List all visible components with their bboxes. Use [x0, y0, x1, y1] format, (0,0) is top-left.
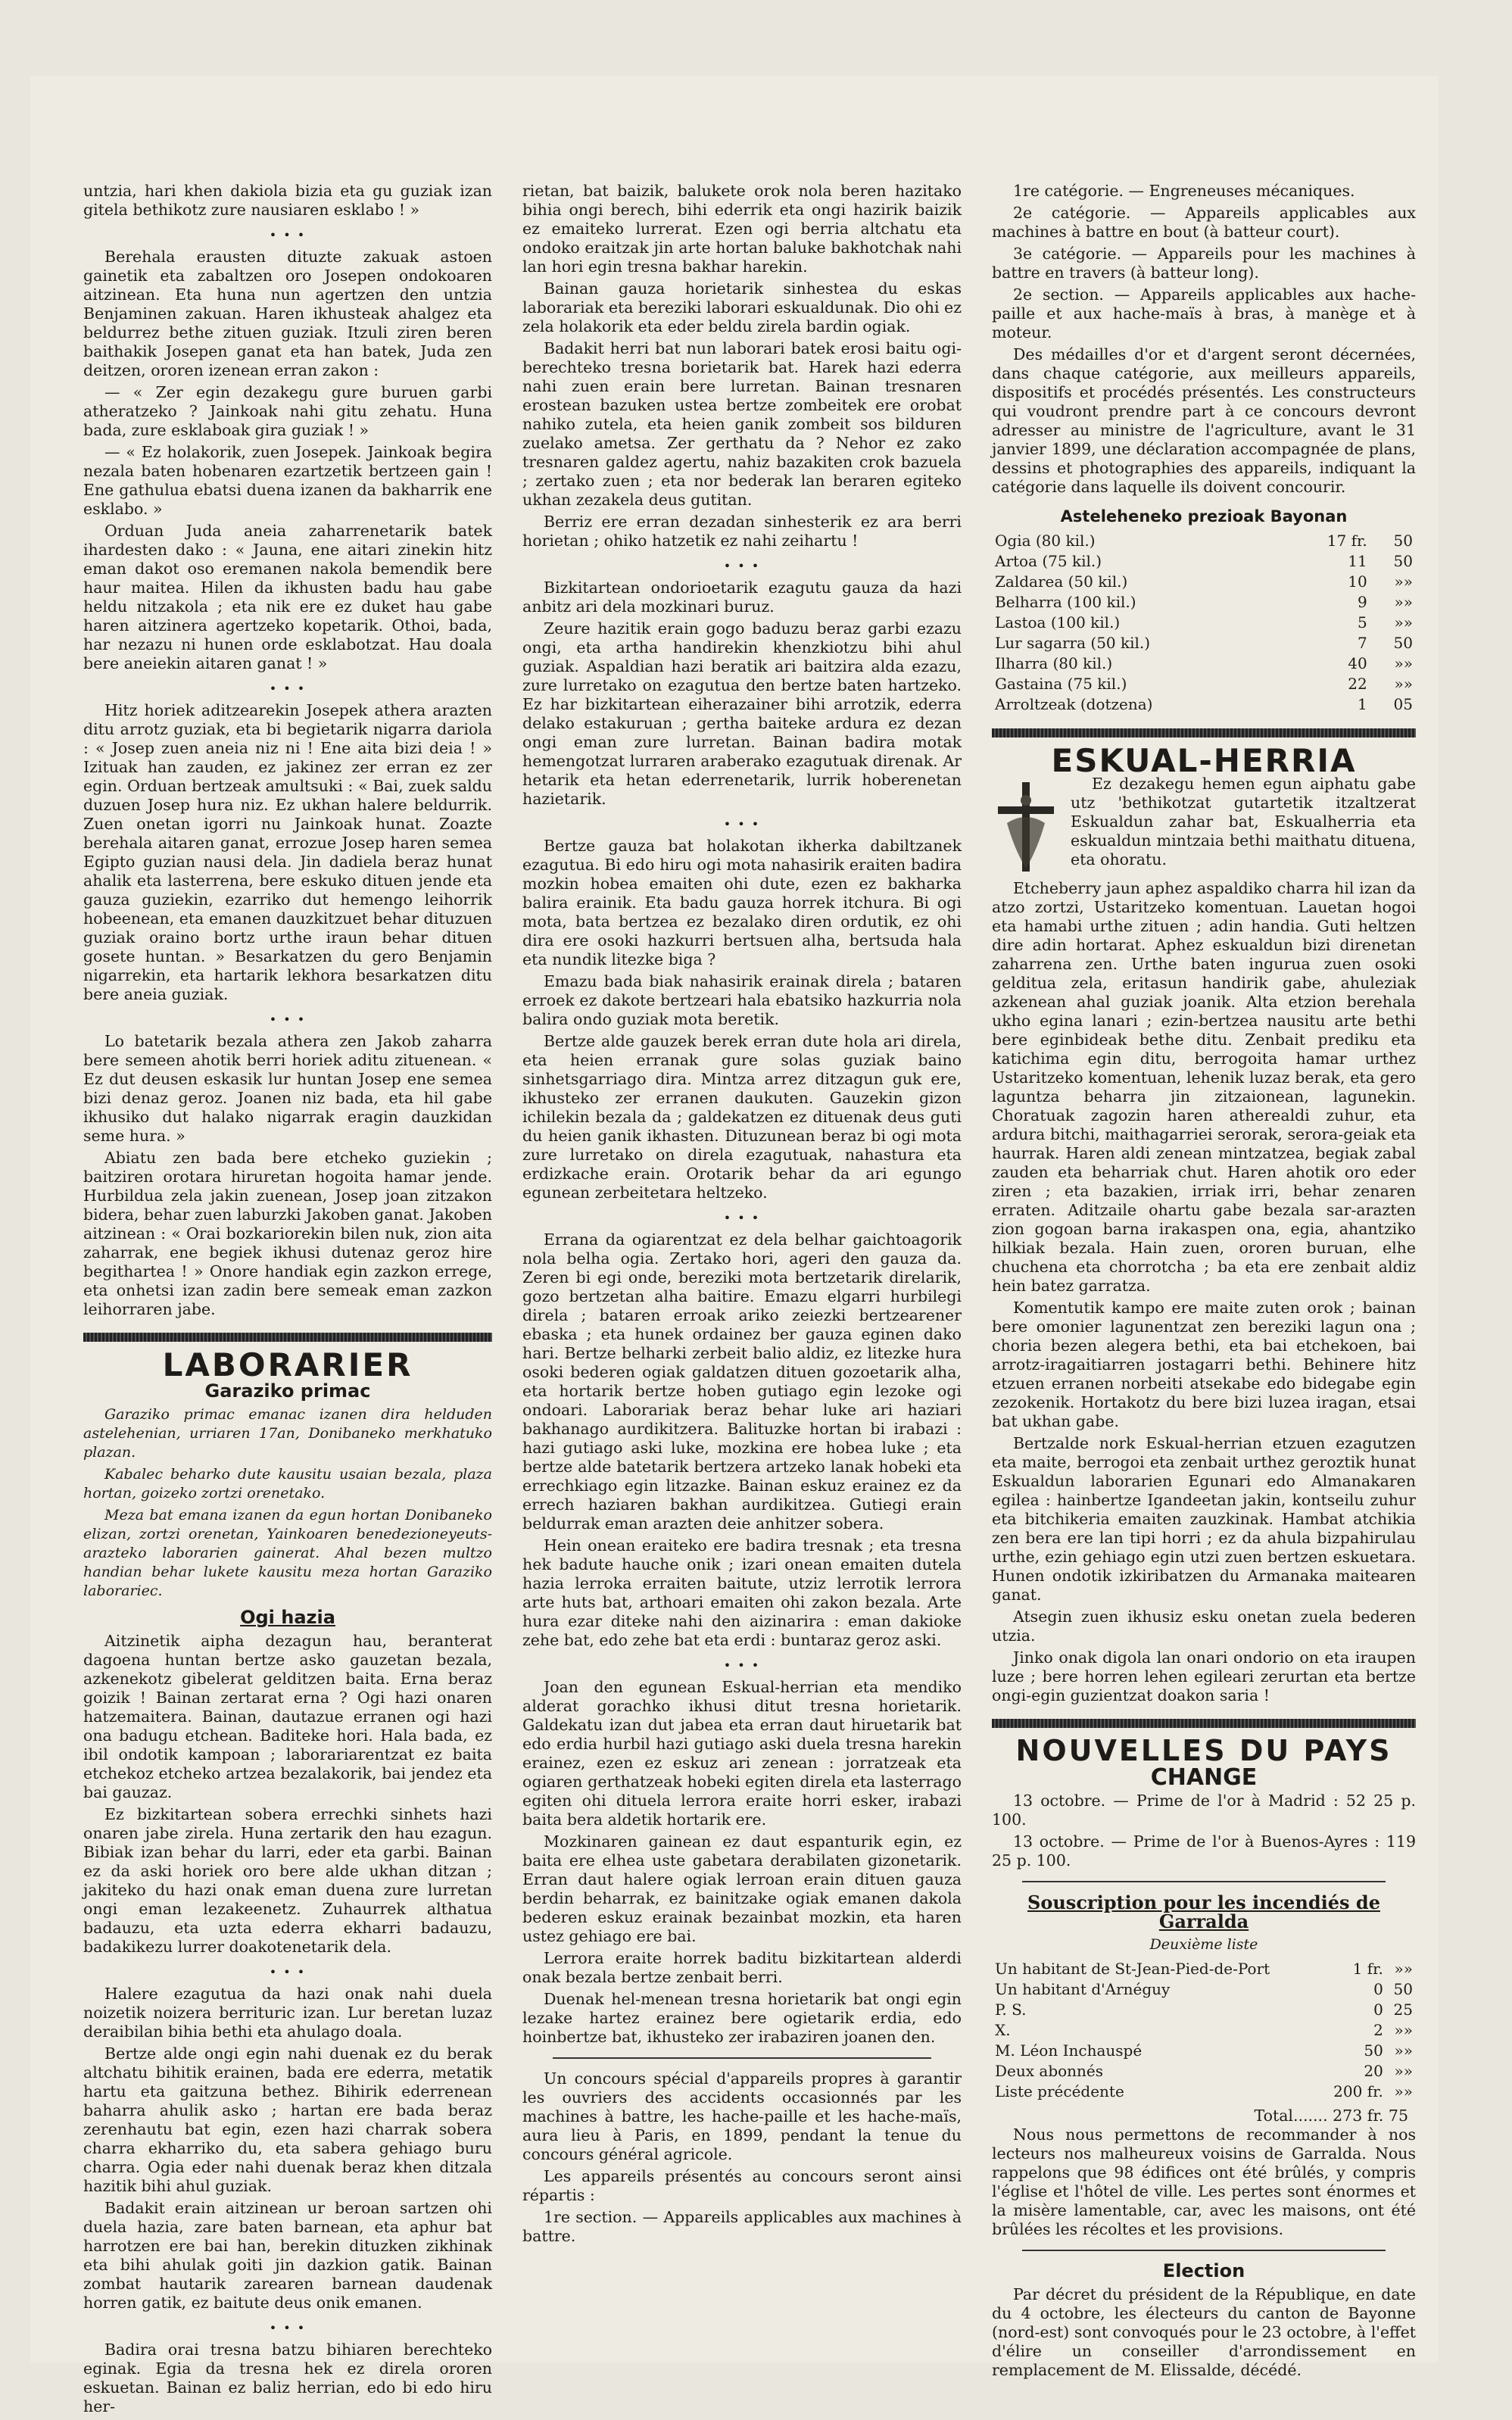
section-rule	[992, 728, 1416, 738]
table-cell: Belharra (100 kil.)	[995, 593, 1136, 611]
paragraph: Un concours spécial d'appareils propres à garantir les ouvriers des accidents occasionnés par les machines à battre, les hache-paille et les hache-maïs, aura lieu à Paris, en 1899, pendant la tenue du concours général agricole.	[522, 2069, 962, 2163]
paragraph: Bertze alde gauzek berek erran dute hola ari direla, eta heien erranak gure solas guziak baino sinhetsgarriago dira. Mintza arrez ditzagun guk ere, ikhusteko zer erranen daukuten. Gauzekin gizon ichilekin bezala da ; galdekatzen ez dituenak deus guti du heien ganik ikhasten. Dituzunean beraz bi ogi mota zure lurretako on direla ezagutuak, nahastura eta erdizkache erain. Orotarik behar da ari egungo egunean zerbeitetara heltzeko.	[522, 1032, 962, 1202]
table-cell: Un habitant d'Arnéguy	[995, 1980, 1171, 1998]
table-cell: 22	[1348, 675, 1367, 693]
section-title-nouvelles: NOUVELLES DU PAYS	[1015, 1734, 1392, 1767]
paragraph: Errana da ogiarentzat ez dela belhar gaichtoagorik nola belha ogia. Zertako hori, ageri den gauza da. Zeren bi egi onde, bereziki mota bertzetarik direlarik, gozo bertzetan alha baitire. Emazu elgarri hurbilegi direla ; bataren erroak ariko zeiezki bertzearener ebaska ; eta hunek ordainez ber gauza eginen dako hari. Bertze belharki zerbeit balio aldiz, ez litezke hura osoki bederen ogiak galdatzen dituen gozoetarik alha, eta hortarik bertze hoben gutiago egin lezoke ogi ondoari. Laborariak beraz behar luke ari haziari bakhanago aurdikitzera. Balituzke hortan bi irabazi : hazi gutiago aski luke, mozkina ere hobea luke ; eta bertze alde batetarik bertzera artzeko lanak hobeki eta errechkiago egin litzazke. Bainan eskuz erainez ez da errech haziaren bakhan aurdikitzea. Gutiegi erain beldurrak eman arazten deie anhitzer sobera.	[522, 1230, 962, 1533]
table-cell: Lur sagarra (50 kil.)	[995, 634, 1151, 652]
paragraph: Aitzinetik aipha dezagun hau, beranterat dagoena huntan bertze asko gauzetan bezala, azkenekotz gibelerat gelditzen baita. Erna beraz goizik ! Bainan zertarat erna ? Ogi hazi onaren hatzemaitera. Bainan, dautazue erranen ogi hazi ona badugu etchean. Baditeke hori. Hala bada, ez ibil ondotik kampoan ; laborariarentzat ez baita etchekoz etcheko artzea bezalakorik, bai jendez eta bai gauzaz.	[83, 1632, 492, 1801]
paragraph: Bainan gauza horietarik sinhestea du eskas laborariak eta bereziki laborari eskualdunak. Dio ohi ez zela holakorik eta eder beldu zirela bardin ogiak.	[522, 279, 962, 335]
table-cell: »»	[1394, 675, 1413, 693]
table-cell: X.	[995, 2021, 1011, 2039]
table-cell: 9	[1357, 593, 1367, 611]
table-cell: 11	[1348, 552, 1367, 570]
table-cell: 50	[1393, 1980, 1413, 1998]
table-cell: Gastaina (75 kil.)	[995, 675, 1127, 693]
paragraph: Emazu bada biak nahasirik erainak direla ; bataren erroek ez dakote bertzeari hala ebatsiko hazkurria nola balira ondo guziak mota beretik.	[522, 972, 962, 1028]
table-cell: »»	[1394, 2041, 1413, 2060]
paragraph: Des médailles d'or et d'argent seront décernées, dans chaque catégorie, aux meilleurs appareils, dispositifs et procédés présentés. Les constructeurs qui voudront prendre part à ce concours devront adresser au ministre de l'agriculture, avant le 31 janvier 1899, une déclaration accompagnée de plans, dessins et photographies des appareils, indiquant la catégorie dans laquelle ils doivent concourir.	[992, 345, 1416, 496]
table-row	[992, 2061, 1416, 2082]
table-cell: 25	[1393, 2001, 1413, 2019]
paragraph: Hein onean eraiteko ere badira tresnak ; eta tresna hek badute hauche onik ; izari onean emaiten dutela hazia lerroka erraiten baitute, utziz lerrotik lerrora arte huts bat, arthoari emaiten ohi zakon bezala. Arte hura ezar diteke nahi den aizinarira : eman dakioke zehe bat, edo zehe bat eta erdi : buntaraz geroz aski.	[522, 1536, 962, 1649]
table-cell: 0	[1373, 1980, 1383, 1998]
separator-stars: • • •	[269, 1012, 307, 1027]
table-row	[992, 1979, 1416, 2000]
paragraph: 13 octobre. — Prime de l'or à Buenos-Ayres : 119 25 p. 100.	[992, 1832, 1416, 1870]
table-cell: »»	[1394, 2082, 1413, 2100]
paragraph: Bertzalde nork Eskual-herrian etzuen ezagutzen eta maite, berrogoi eta zenbait urthez geroztik hunat Eskualdun laborarien Egunari edo Almanakaren egilea : hainbertze Igandeetan jakin, kontseilu zuhur eta bitchikeria emaiten zauzkinak. Hambat atchikia zen bera ere lan tipi horri ; ez da ahula bizpahirulau urthe, ezin gehiago egin utzi zuen bertzen eskuetara. Hunen ondotik izkiribatzen du Armanaka maitearen ganat.	[992, 1434, 1416, 1604]
paragraph: Kabalec beharko dute kausitu usaian bezala, plaza hortan, goizeko zortzi orenetako.	[83, 1466, 492, 1502]
table-cell: »»	[1394, 593, 1413, 611]
section-rule	[992, 1719, 1416, 1728]
separator-stars: • • •	[269, 1965, 307, 1979]
table-cell: »»	[1394, 654, 1413, 672]
paragraph: Jinko onak digola lan onari ondorio on eta iraupen luze ; bere horren lehen egileari zerurtan eta bertze ongi-egin guzientzat doakon saria !	[992, 1648, 1416, 1704]
table-cell: »»	[1394, 2021, 1413, 2039]
paragraph: Bertze gauza bat holakotan ikherka dabiltzanek ezagutua. Bi edo hiru ogi mota nahasirik eraiten badira mozkin hobea emaiten ohi dute, ezen ez bakharka balira erainik. Eta badu gauza horrek itchura. Bi ogi mota, bata bertzea ez bezalako diren ordutik, ez ohi dira ere osoki hazkurri bertsuen alha, bertsuda hala eta nundik litezke biga ?	[522, 837, 962, 968]
separator-stars: • • •	[269, 681, 307, 696]
table-row	[992, 2041, 1416, 2061]
paragraph: Ez bizkitartean sobera errechki sinhets hazi onaren jabe zirela. Huna zertarik den hau ezagun. Bibiak izan behar du larri, eder eta garbi. Bainan ez da aski horiek oro bere alde ukhan ditzan ; jakiteko du hazi onak eman duena zure lurretan ongi eman lezakeenetz. Zuhaurrek althatua badauzu, eta uzta ederra ekharri badauzu, badakikezu lurrer doakotenetarik dela.	[83, 1805, 492, 1956]
paragraph: Mozkinaren gainean ez daut espanturik egin, ez baita ere elhea uste gabetara derabilaten gizonetarik. Erran daut halere ogiak lerroan erain dituen gauza berdin beharrak, ez bainitzake ogiak emanen dakola bederen eskuz erainak bezainbat mozkin, eta haren ustez gehiago ere bai.	[522, 1832, 962, 1945]
table-row	[992, 633, 1416, 653]
divider	[553, 2057, 931, 2059]
list-subtitle: Deuxième liste	[1149, 1936, 1258, 1953]
paragraph: Par décret du président de la République, en date du 4 octobre, les électeurs du canton de Bayonne (nord-est) sont convoqués pour le 23 octobre, à l'effet d'élire un conseiller d'arrondissement en remplacement de M. Elissalde, décédé.	[992, 2285, 1416, 2379]
paragraph: Atsegin zuen ikhusiz esku onetan zuela bederen utzia.	[992, 1608, 1416, 1645]
subscription-table	[992, 1959, 1416, 2102]
table-row	[992, 531, 1416, 551]
paragraph: Zeure hazitik erain gogo baduzu beraz garbi ezazu ongi, eta artha handirekin khenzkiotzu bihi ahul guziak. Aspaldian hazi beratik ari baitzira alda ezazu, zure lurretako on ezagutua den bertze baten hartzeko. Ez har bizkitartean eiherazainer bihi arrotzik, ederra delako estakuruan ; gertha baiteke ardura ez dezan ongi eman zure lurretan. Bainan badira motak hemengotzat lurraren araberako ezagutuak direnak. Ar hetarik eta hetan ederrenetarik, lurrik hoberenetan hazietarik.	[522, 619, 962, 808]
paragraph: Badakit erain aitzinean ur beroan sartzen ohi duela hazia, zare baten barnean, eta aphur bat harrotzen ere bai han, berekin dituzken zikhinak eta bihi ahulak goiti jin dazkion gatik. Bainan zombat hautarik zarearen barnean daudenak horren gatik, ez baitute deus onik emanen.	[83, 2199, 492, 2312]
table-cell: Artoa (75 kil.)	[995, 552, 1102, 570]
paragraph: Duenak hel-menean tresna horietarik bat ongi egin lezake hartez erainez bere ogietarik erdia, edo hoinbertze bat, ikhusteko zer irabaziren joanen den.	[522, 1990, 962, 2046]
paragraph: rietan, bat baizik, balukete orok nola beren hazitako bihia ongi berech, bihi ederrik eta ongi hazirik baizik ez emaiteko lurrerat. Ezen ogi berria altchatu eta ondoko eraitzak jin arte hortan baluke bakhotchak nahi lan hori egin tresna bakhar harekin.	[522, 182, 962, 276]
paragraph: 2e catégorie. — Appareils applicables aux machines à battre en bout (à batteur court).	[992, 204, 1416, 241]
table-cell: 200 fr.	[1333, 2082, 1383, 2100]
paragraph: Les appareils présentés au concours seront ainsi répartis :	[522, 2167, 962, 2204]
table-row	[992, 551, 1416, 572]
table-cell: 1	[1357, 695, 1367, 713]
crucifix-icon	[992, 778, 1060, 876]
paragraph: 1re catégorie. — Engreneuses mécaniques.	[1013, 182, 1355, 200]
table-cell: Arroltzeak (dotzena)	[995, 695, 1153, 713]
column-1	[83, 182, 492, 2419]
table-cell: Zaldarea (50 kil.)	[995, 572, 1128, 591]
section-title-laborarier: LABORARIER	[162, 1346, 413, 1383]
table-cell: »»	[1394, 572, 1413, 591]
table-cell: »»	[1394, 613, 1413, 632]
paragraph: Garaziko primac emanac izanen dira helduden astelehenian, urriaren 17an, Donibaneko merkhatuko plazan.	[83, 1406, 492, 1461]
table-cell: Un habitant de St-Jean-Pied-de-Port	[995, 1960, 1270, 1978]
table-row	[992, 592, 1416, 613]
table-cell: Ogia (80 kil.)	[995, 532, 1096, 550]
paragraph: Bizkitartean ondorioetarik ezagutu gauza da hazi anbitz ari dela mozkinari buruz.	[522, 578, 962, 616]
paragraph: Berriz ere erran dezadan sinhesterik ez ara berri horietan ; ohiko hatzetik ez nahi zeihartu !	[522, 513, 962, 550]
subsection-title-ogi: Ogi hazia	[240, 1607, 335, 1628]
divider	[1022, 1881, 1386, 1882]
paragraph: — « Ez holakorik, zuen Josepek. Jainkoak begira nezala baten hobenaren ezartzetik bertzeen gain ! Ene gathulua ebatsi duena izanen da bakharrik ene esklabo. »	[83, 443, 492, 518]
paragraph: 2e section. — Appareils applicables aux hache-paille et aux hache-maïs à bras, à manège et à moteur.	[992, 285, 1416, 341]
table-cell: 1 fr.	[1352, 1960, 1383, 1978]
separator-stars: • • •	[723, 817, 761, 831]
separator-stars: • • •	[723, 559, 761, 573]
divider	[1022, 2250, 1386, 2251]
paragraph: untzia, hari khen dakiola bizia eta gu guziak izan gitela bethikotz zure nausiaren esklabo ! »	[83, 182, 492, 219]
paragraph: Nous nous permettons de recommander à nos lecteurs nos malheureux voisins de Garralda. Nous rappelons que 98 édifices ont été brûlés, y compris l'église et l'hôtel de ville. Les pertes sont énormes et la misère lamentable, car, avec les maisons, ont été brûlées les récoltes et les provisions.	[992, 2125, 1416, 2238]
subsection-title-change: CHANGE	[1150, 1764, 1258, 1791]
separator-stars: • • •	[723, 1658, 761, 1673]
table-row	[992, 2082, 1416, 2102]
table-cell: 05	[1393, 695, 1413, 713]
prices-title: Asteleheneko prezioak Bayonan	[1060, 507, 1348, 525]
table-cell: 50	[1393, 552, 1413, 570]
table-cell: Liste précédente	[995, 2082, 1124, 2100]
table-cell: 50	[1393, 532, 1413, 550]
table-cell: 50	[1364, 2041, 1383, 2060]
separator-stars: • • •	[269, 228, 307, 242]
table-cell: 20	[1364, 2062, 1383, 2080]
table-cell: 10	[1348, 572, 1367, 591]
section-rule	[83, 1333, 492, 1342]
table-cell: Deux abonnés	[995, 2062, 1104, 2080]
table-row	[992, 572, 1416, 592]
table-row	[992, 613, 1416, 633]
table-cell: 40	[1348, 654, 1367, 672]
table-cell: »»	[1394, 2062, 1413, 2080]
paragraph: 1re section. — Appareils applicables aux machines à battre.	[522, 2208, 962, 2245]
table-cell: 0	[1373, 2001, 1383, 2019]
table-cell: 17 fr.	[1327, 532, 1367, 550]
table-row	[992, 653, 1416, 674]
paragraph: Meza bat emana izanen da egun hortan Donibaneko elizan, zortzi orenetan, Yainkoaren benedezioneyeuts-arazteko laborarien gainerat. Ahal bezen multzo handian behar lukete kausitu meza hortan Garaziko laborariec.	[83, 1507, 492, 1599]
paragraph: Orduan Juda aneia zaharrenetarik batek ihardesten dako : « Jauna, ene aitari zinekin hitz eman dakot oso eremanen nakola bemendik bere haur maitea. Hilen da ikhusten badu hau gabe heldu nitzakola ; eta nik ere ez duket hau gabe haren aitzinera agertzeko kopetarik. Othoi, bada, har nezazu ni hunen orde esklabotzat. Hau doala bere aneiekin aitaren ganat ! »	[83, 522, 492, 672]
paragraph: Hitz horiek aditzearekin Josepek athera arazten ditu arrotz guziak, eta bi begietarik nigarra dariola : « Josep zuen aneia niz ni ! Ene aita bizi deia ! » Izituak han zauden, ez jakinez zer erran ez zer egin. Orduan bertzeak amultsuki : « Bai, zuek saldu duzuen Josep hura niz. Ez ukhan halere beldurrik. Zuen onetan igorri nu Jainkoak hunat. Zoazte berehala aitaren ganat, errozue Josep haren semea Egipto guzian nausi dela. Jin dadiela beraz hunat ahalik eta lasterrena, bere eskuko dituen jende eta gauza guziekin, ezarriko dut hemengo leihorrik hobeenean, eta emanen dauzkitzuet behar dituzuen guziak oraino bortz urthe iraun behar dituen gosete huntan. » Besarkatzen du gero Benjamin nigarrekin, eta hartarik lekhora besarkatzen ditu bere aneia guziak.	[83, 701, 492, 1003]
subsection-title-souscription: Souscription pour les incendiés de Garralda	[1027, 1891, 1380, 1932]
paragraph: Badira orai tresna batzu bihiaren berechteko eginak. Egia da tresna hek ez direla ororen eskuetan. Bainan ez baliz herrian, edo bi edo hiru her-	[83, 2340, 492, 2415]
prices-table	[992, 531, 1416, 715]
column-3	[992, 182, 1416, 2383]
paragraph: — « Zer egin dezakegu gure buruen garbi atheratzeko ? Jainkoak nahi gitu zehatu. Huna bada, zure esklaboak gira guziak ! »	[83, 383, 492, 439]
table-cell: Ilharra (80 kil.)	[995, 654, 1113, 672]
paragraph: Ez dezakegu hemen egun aiphatu gabe utz 'bethikotzat gutartetik itzaltzerat Eskualdun zahar bat, Eskualherria eta eskualdun mintzaia bethi maithatu dituena, eta ohoratu.	[1071, 775, 1416, 869]
table-cell: 7	[1357, 634, 1367, 652]
table-cell: 2	[1373, 2021, 1383, 2039]
table-cell: »»	[1394, 1960, 1413, 1978]
table-cell: 50	[1393, 634, 1413, 652]
paragraph: Etcheberry jaun aphez aspaldiko charra hil izan da atzo zortzi, Ustaritzeko komentuan. Lauetan hogoi eta hamabi urthe zituen ; adin handia. Guti heltzen dire adin hortarat. Aphez eskualdun bizi direnetan zaharrena zen. Urthe baten ingurua zuen osoki gelditua zela, eritasun handirik gabe, ahuleziak azkenean ahal guziak joanik. Alta etzion berehala ukho egina lanari ; ezin-bertzea nausitu arte bethi bere eginbideak bethe ditu. Zenbait prediku eta katichima egin ditu, berrogoita hamar urthez Ustaritzeko komentuan, lehenik luzaz berak, eta gero laguntza beharra jin zitzaionean, lagunekin. Choratuak zagozin haren atherealdi zuhur, eta ardura bitchi, maithagarriei serorak, serora-geiak eta haurrak. Haren aldi zenean mintzatzea, begiak zabal zauden eta beharriak chut. Haren ahotik oro eder ziren ; eta bazakien, irriak irri, behar zenaren erraten. Aditzaile ohartu gabe bezala sar-arazten zion gogoan barna irakaspen ona, egia, ahantziko hilkiak bezala. Hain zuen, ororen buruan, elhe chuchena eta chorrotcha ; ba eta ere zenbait aldiz hein batez garratza.	[992, 879, 1416, 1295]
paragraph: Halere ezagutua da hazi onak nahi duela noizetik noizera berrituric izan. Lur beretan luzaz deraibilan bihia bethi eta ahulago doala.	[83, 1985, 492, 2041]
table-row	[992, 1959, 1416, 1979]
paragraph: 13 octobre. — Prime de l'or à Madrid : 52 25 p. 100.	[992, 1792, 1416, 1829]
paragraph: Joan den egunean Eskual-herrian eta mendiko alderat gorachko ikhusi ditut tresna horietarik. Galdekatu izan dut jabea eta erran daut hiruetarik bat edo erdia hurbil hazi gutiago aski duela tresna harekin erainez, ezen ez eskuz ari zenean : jorratzeak eta ogiaren gerthatzeak hobeki egiten direla eta lasterrago egiten ohi dituela lerrora eraite horri esker, irabazi baita bera aldetik hortarik ere.	[522, 1678, 962, 1829]
subsection-title-election: Election	[1162, 2260, 1245, 2281]
table-row	[992, 674, 1416, 694]
separator-stars: • • •	[723, 1211, 761, 1225]
paragraph: Badakit herri bat nun laborari batek erosi baitu ogi-berechteko tresna borietarik bat. Harek hazi ederra nahi zuen erain bere lurretan. Bainan tresnaren erostean bazuken ustea bertze zombeitek ere orobat nahiko zutela, eta heien ganik zombeit sos bilduren zuelako ametsa. Zer gerthatu da ? Nehor ez zako tresnaren galdez agertu, nahiz bazakiten crok bazuela ; zertako zuen ; eta nor bederak lan beraren egiteko ukhan zezakela deus gutitan.	[522, 339, 962, 509]
paragraph: Abiatu zen bada bere etcheko guziekin ; baitziren orotara hiruretan hogoita hamar jende. Hurbildua zela jakin zuenean, Josep joan zitzakon bidera, behar zuen laburzki Jakoben ganat. Jakoben aitzinean : « Orai bozkariorekin bilen nuk, zion aita zaharrak, ene begiek ikhusi dutenaz geroz hire begithartea ! » Onore handiak egin zazkon errege, eta onhetsi izan zadin bere semeak eman zazkon leihorraren jabe.	[83, 1149, 492, 1318]
table-cell: 5	[1357, 613, 1367, 632]
paragraph: Bertze alde ongi egin nahi duenak ez du berak altchatu bihitik erainen, bada ere ederra, metatik hartu eta gaitzuna bethez. Bihirik ederrenean baharra ahulik asko ; hartan ere bada beraz zerenhautu bat egin, ezen hazi charrak sobera charra ekharriko du, eta sabera gehiago buru charra. Ogia eder nahi duenak beraz khen ditzala hazitik bihi ahul guziak.	[83, 2044, 492, 2195]
table-row	[992, 694, 1416, 715]
paragraph: Komentutik kampo ere maite zuten orok ; bainan bere omonier lagunentzat zen bereziki lagun ona ; choria bezen alegera bethi, eta bai etchekoen, bai arrotz-iragaitiarren jostagarri bethi. Behinere hitz etzuen erranen norbeiti atsekabe edo bidegabe egin zezokenik. Hortakotz du bere bizi luzea iragan, etsai bat ukhan gabe.	[992, 1299, 1416, 1430]
table-cell: Lastoa (100 kil.)	[995, 613, 1121, 632]
column-2	[522, 182, 962, 2249]
table-cell: M. Léon Inchauspé	[995, 2041, 1143, 2060]
separator-stars: • • •	[269, 2321, 307, 2335]
subsection-title-primac: Garaziko primac	[204, 1380, 371, 1402]
paragraph: Berehala erausten dituzte zakuak astoen gainetik eta zabaltzen oro Josepen ondokoaren aitzinean. Eta huna nun agertzen den untzia Benjaminen zakuan. Haren ikhusteak ahalgez eta beldurrez bethe zituen guziak. Itzuli ziren beren baithakik Josepen ganat eta han batek, Juda zen deitzen, ororen izenean erran zakon :	[83, 248, 492, 379]
paragraph: Lo batetarik bezala athera zen Jakob zaharra bere semeen ahotik berri horiek aditu zituenean. « Ez dut deusen eskasik lur huntan Josep ene semea bizi denaz geroz. Joanen niz bada, eta hil gabe ikhusiko dut halako nigarrak eragin dauzkidan seme hura. »	[83, 1032, 492, 1145]
table-row	[992, 2000, 1416, 2020]
paragraph: Lerrora eraite horrek baditu bizkitartean alderdi onak bezala bertze zenbait berri.	[522, 1949, 962, 1986]
subscription-total: Total....... 273 fr. 75	[1254, 2107, 1408, 2125]
table-row	[992, 2020, 1416, 2041]
section-title-eskual-herria: ESKUAL-HERRIA	[1051, 742, 1357, 779]
table-cell: P. S.	[995, 2001, 1027, 2019]
newspaper-page	[30, 76, 1439, 2415]
paragraph: 3e catégorie. — Appareils pour les machines à battre en travers (à batteur long).	[992, 245, 1416, 282]
